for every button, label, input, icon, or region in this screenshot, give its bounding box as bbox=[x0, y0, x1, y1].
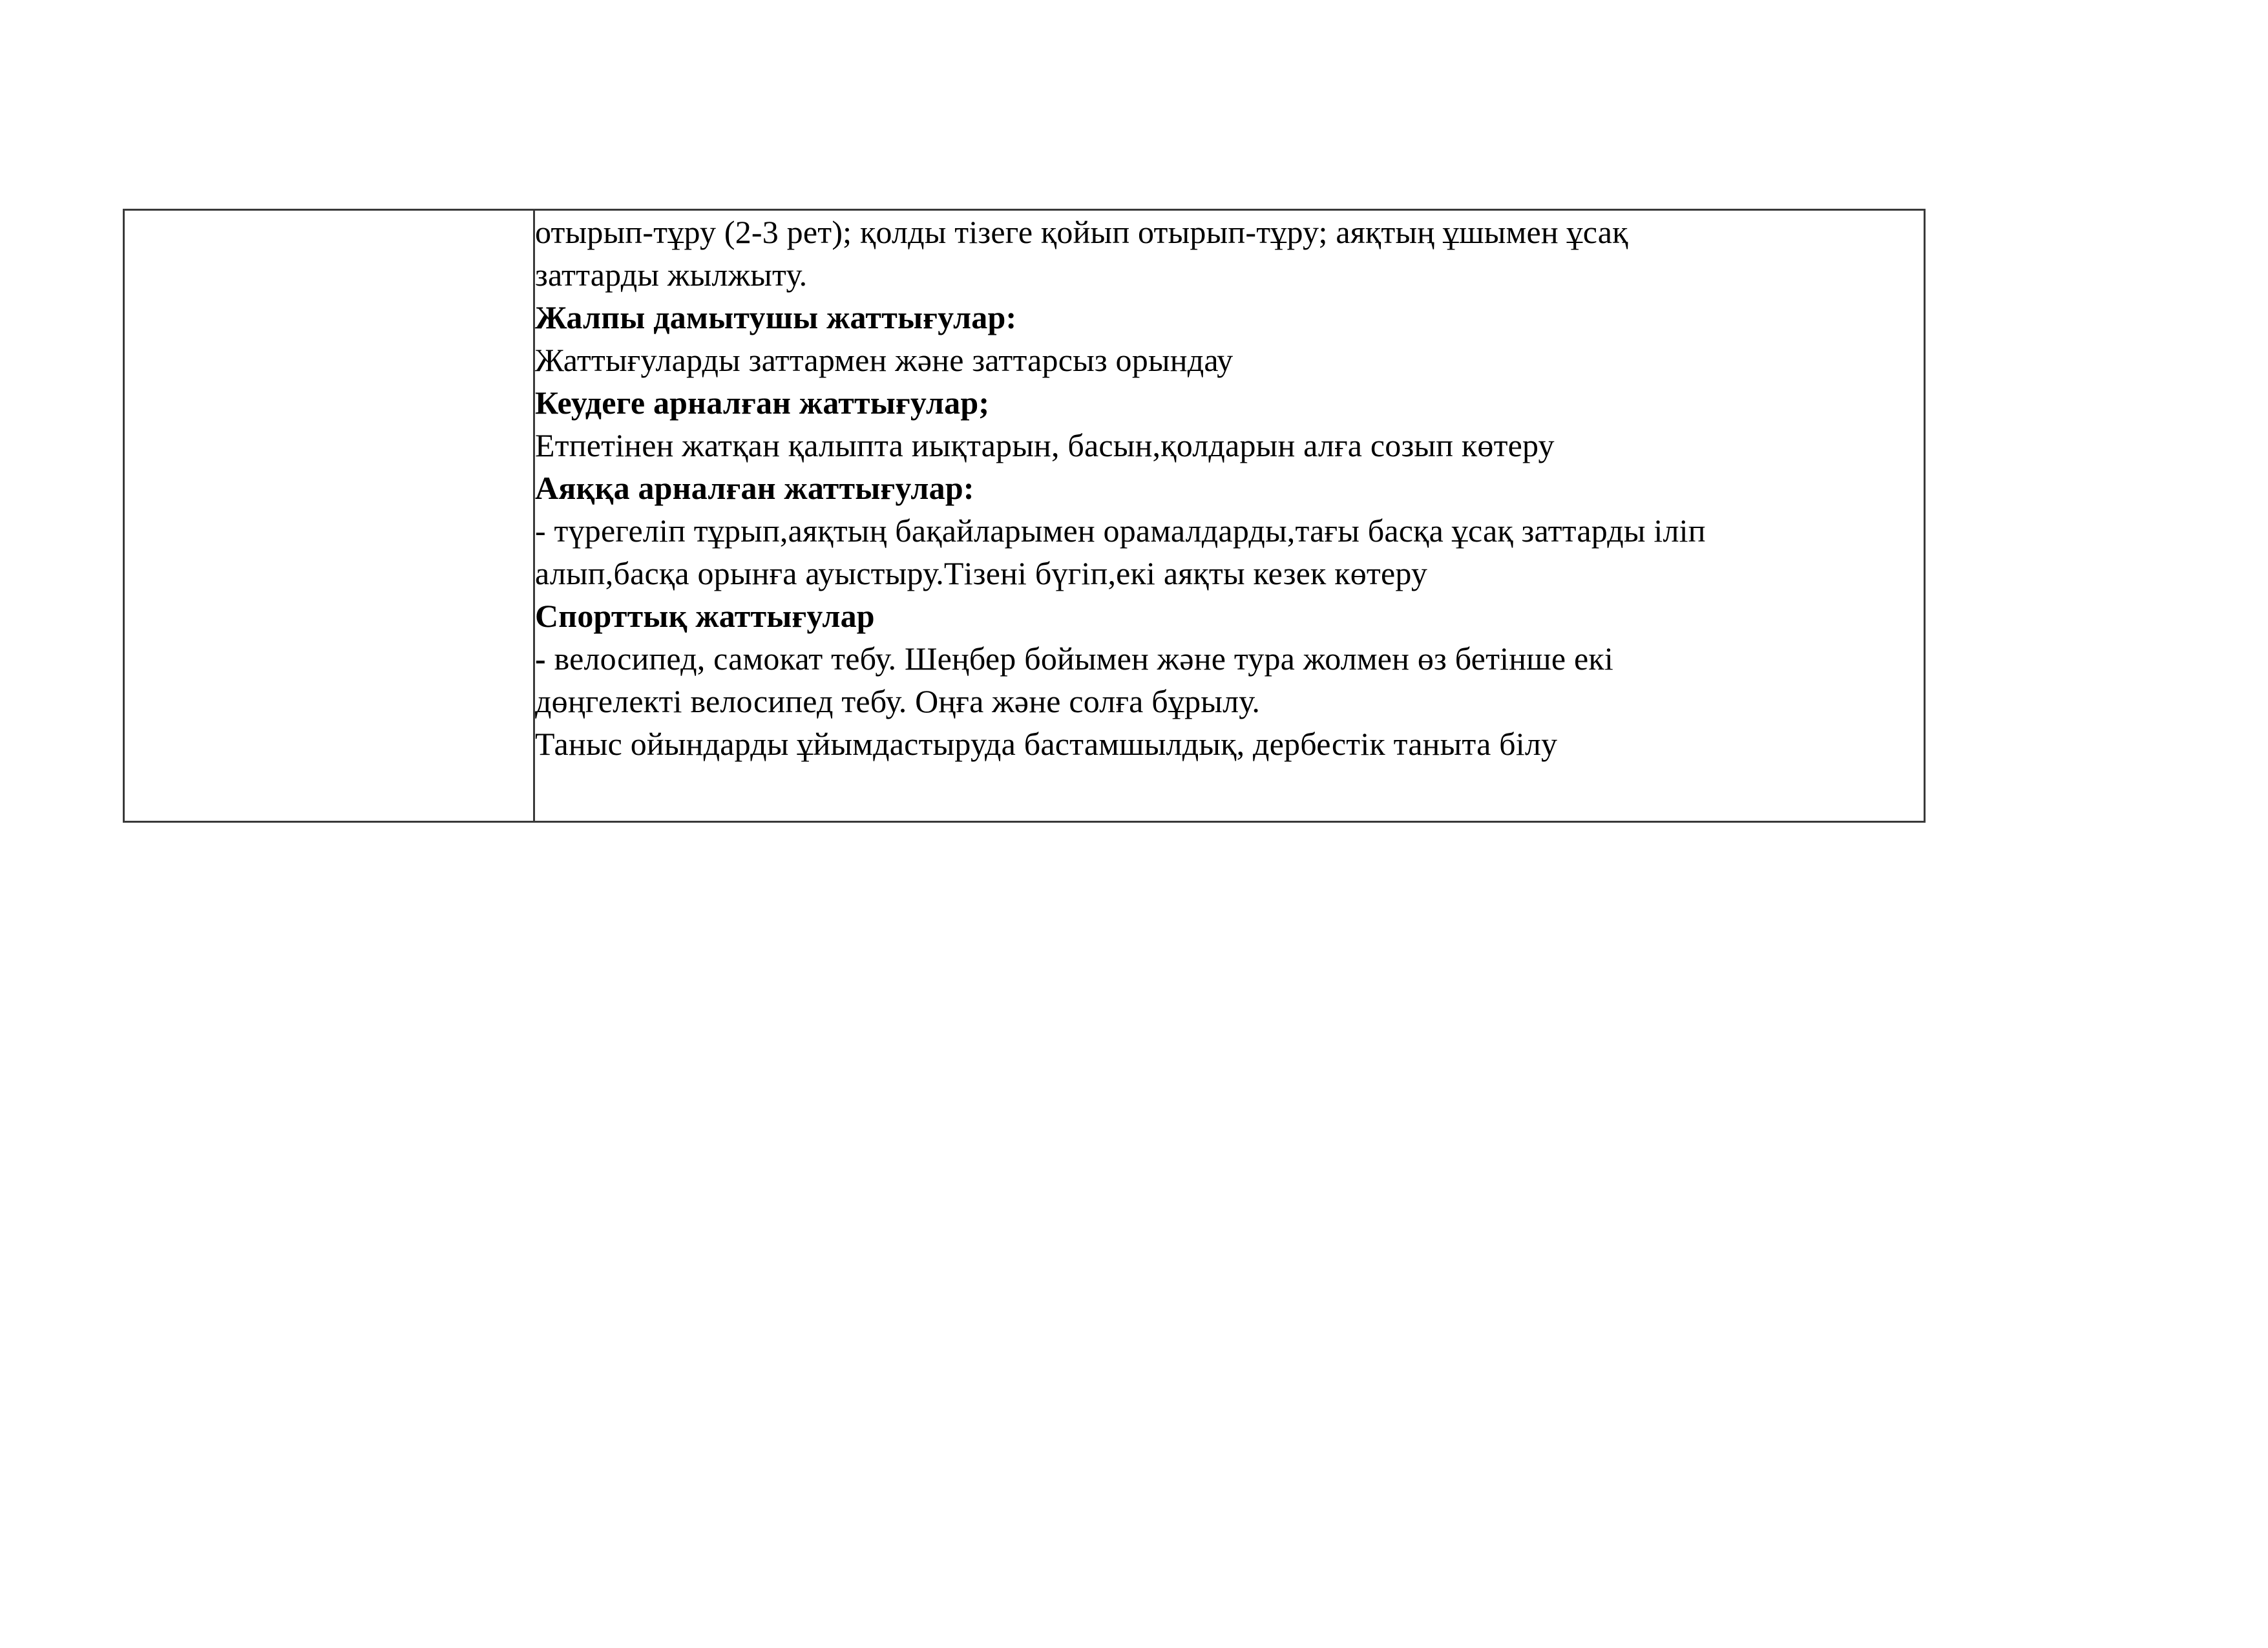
section-heading-legs: Аяққа арналған жаттығулар: bbox=[535, 470, 974, 506]
text-line-9: алып,басқа орынға ауыстыру.Тізені бүгіп,екі аяқты кезек көтеру bbox=[535, 555, 1428, 591]
content-table bbox=[123, 209, 1926, 823]
bullet-dash: - bbox=[535, 640, 554, 677]
text-line-1: отырып-тұру (2-3 рет); қолды тізеге қойып отырып-тұру; аяқтың ұшымен ұсақ bbox=[535, 214, 1628, 250]
text-line-8: - түрегеліп тұрып,аяқтың бақайларымен орамалдарды,тағы басқа ұсақ заттарды іліп bbox=[535, 512, 1706, 549]
section-heading-sport: Спорттық жаттығулар bbox=[535, 598, 875, 634]
table-row bbox=[124, 210, 1925, 822]
text-line-6: Етпетінен жатқан қалыпта иықтарын, басын,қолдарын алға созып көтеру bbox=[535, 427, 1555, 463]
text-line-13: Таныс ойындарды ұйымдастыруда бастамшылдық, дербестік таныта білу bbox=[535, 726, 1558, 762]
text-line-11 bbox=[535, 637, 1924, 680]
right-cell bbox=[534, 210, 1925, 822]
left-cell bbox=[124, 210, 534, 822]
text-line-4: Жаттығуларды заттармен және заттарсыз орындау bbox=[535, 342, 1234, 378]
text-line-2: заттарды жылжыту. bbox=[535, 257, 808, 293]
section-heading-chest: Кеудеге арналған жаттығулар; bbox=[535, 385, 990, 421]
text-line-12: дөңгелекті велосипед тебу. Оңға және солға бұрылу. bbox=[535, 683, 1261, 719]
section-heading-general: Жалпы дамытушы жаттығулар: bbox=[535, 299, 1017, 335]
text-line-11-body: велосипед, самокат тебу. Шеңбер бойымен және тура жолмен өз бетінше екі bbox=[554, 640, 1613, 677]
